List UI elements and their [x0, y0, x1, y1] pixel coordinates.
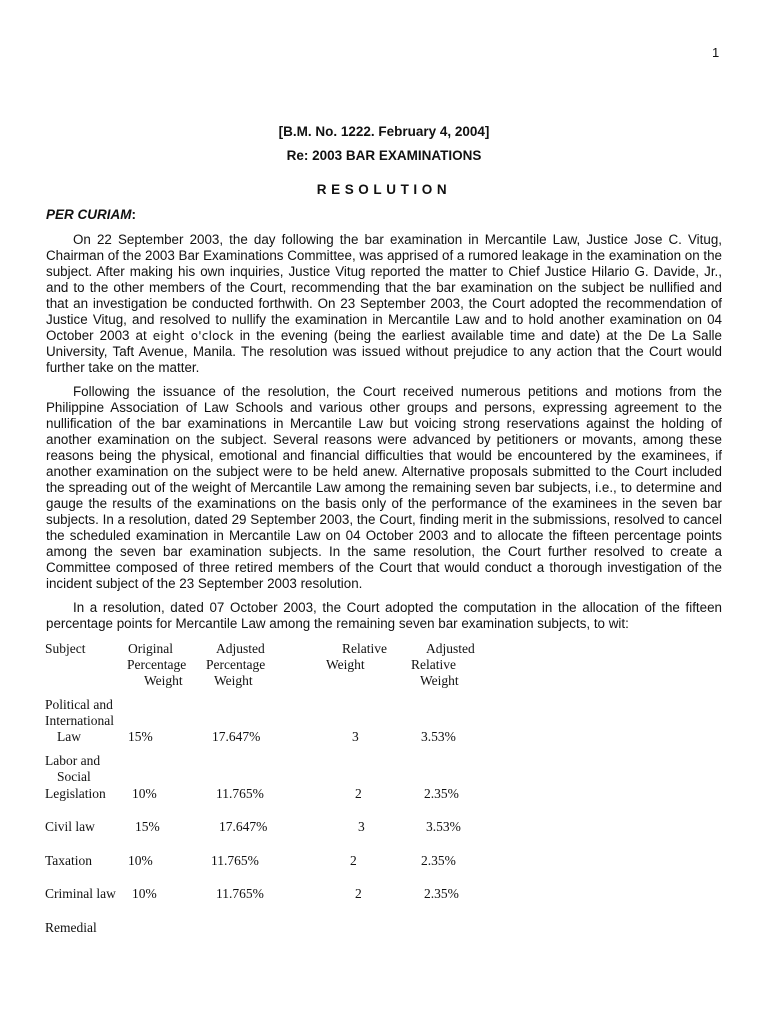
per-curiam-colon: : [131, 207, 137, 222]
paragraph-1-part-b: in the evening (being the earliest available time and date) at the De La Salle University, Taft Avenue, Manila. The resolution was issued without prejudice to any action that the Court would further take on the matter. [46, 328, 722, 375]
table-header-adj-relative-line3: Weight [420, 673, 459, 688]
table-row-6-subject: Remedial [45, 920, 97, 935]
table-row-1-subject-line2: International [45, 713, 114, 728]
page-number: 1 [712, 45, 720, 60]
table-row-2-subject-line3: Legislation [45, 786, 106, 801]
table-row-5-adjusted: 11.765% [216, 886, 264, 901]
paragraph-1-part-a: On 22 September 2003, the day following the bar examination in Mercantile Law, Justice Jose C. Vitug, Chairman of the 2003 Bar Examinations Committee, was apprised of a rumored leakage in the examination on the subject. After making his own inquiries, Justice Vitug reported the matter to Chief Justice Hilario G. Davide, Jr., and to the other members of the Court, recommending that the bar examination on the subject be nullified and that an investigation be conducted forthwith. On 23 September 2003, the Court adopted the recommendation of Justice Vitug, and resolved to nullify the examination in Mercantile Law and to hold another examination on 04 October 2003 at [46, 232, 722, 343]
case-number-heading: [B.M. No. 1222. February 4, 2004] [278, 124, 490, 139]
table-row-5-original: 10% [132, 886, 157, 901]
table-row-3-original: 15% [135, 819, 160, 834]
per-curiam-text: PER CURIAM [46, 207, 132, 222]
per-curiam-label [46, 207, 136, 222]
paragraph-1 [46, 232, 722, 376]
table-row-2-subject-line1: Labor and [45, 753, 101, 768]
table-header-subject: Subject [45, 641, 86, 656]
table-header-original-line3: Weight [144, 673, 183, 688]
paragraph-3: In a resolution, dated 07 October 2003, the Court adopted the computation in the allocation of the fifteen percentage points for Mercantile Law among the remaining seven bar examination subjects, to wit: [46, 600, 722, 631]
table-row-1-adj-relative: 3.53% [421, 729, 456, 744]
table-header-relative-line1: Relative [342, 641, 387, 656]
table-row-1-original: 15% [128, 729, 153, 744]
table-row-4-adj-relative: 2.35% [421, 853, 456, 868]
table-row-5-subject: Criminal law [45, 886, 116, 901]
table-header-original-line1: Original [128, 641, 173, 656]
table-row-4-subject: Taxation [45, 853, 93, 868]
table-header-original-line2: Percentage [127, 657, 187, 672]
table-header-adjusted-line3: Weight [214, 673, 253, 688]
table-row-1-relative: 3 [352, 729, 359, 744]
paragraph-1-time: eight o'clock [152, 329, 234, 343]
resolution-heading: RESOLUTION [316, 182, 452, 197]
table-row-1-adjusted: 17.647% [212, 729, 261, 744]
table-row-1-subject-line1: Political and [45, 697, 113, 712]
table-row-2-relative: 2 [355, 786, 362, 801]
table-header-adjusted-line2: Percentage [206, 657, 266, 672]
table-row-2-adjusted: 11.765% [216, 786, 264, 801]
table-header-adj-relative-line2: Relative [411, 657, 456, 672]
table-header-adj-relative-line1: Adjusted [426, 641, 475, 656]
table-header-relative-line2: Weight [326, 657, 365, 672]
table-row-2-adj-relative: 2.35% [424, 786, 459, 801]
table-row-4-relative: 2 [350, 853, 357, 868]
table-row-5-relative: 2 [355, 886, 362, 901]
table-row-1-subject-line3: Law [57, 729, 81, 744]
paragraph-2: Following the issuance of the resolution, the Court received numerous petitions and motions from the Philippine Association of Law Schools and various other groups and persons, expressing agreement to the nullification of the bar examinations in Mercantile Law but voicing strong reservations against the holding of another examination on the subject. Several reasons were advanced by petitioners or movants, among these reasons being the physical, emotional and financial difficulties that would be encountered by the examinees, if another examination on the subject were to be held anew. Alternative proposals submitted to the Court included the spreading out of the weight of Mercantile Law among the remaining seven bar subjects, i.e., to determine and gauge the results of the examinations on the basis only of the performance of the examinees in the seven bar subjects. In a resolution, dated 29 September 2003, the Court, finding merit in the submissions, resolved to cancel the scheduled examination in Mercantile Law on 04 October 2003 and to allocate the fifteen percentage points among the seven bar examination subjects. In the same resolution, the Court further resolved to create a Committee composed of three retired members of the Court that would conduct a thorough investigation of the incident subject of the 23 September 2003 resolution. [46, 384, 722, 591]
table-row-4-original: 10% [128, 853, 153, 868]
table-row-3-relative: 3 [358, 819, 365, 834]
table-row-3-adjusted: 17.647% [219, 819, 268, 834]
table-row-3-adj-relative: 3.53% [426, 819, 461, 834]
table-row-5-adj-relative: 2.35% [424, 886, 459, 901]
table-row-2-original: 10% [132, 786, 157, 801]
table-row-2-subject-line2: Social [57, 769, 91, 784]
re-heading: Re: 2003 BAR EXAMINATIONS [286, 148, 482, 163]
table-row-4-adjusted: 11.765% [211, 853, 259, 868]
table-header-adjusted-line1: Adjusted [216, 641, 265, 656]
table-row-3-subject: Civil law [45, 819, 95, 834]
